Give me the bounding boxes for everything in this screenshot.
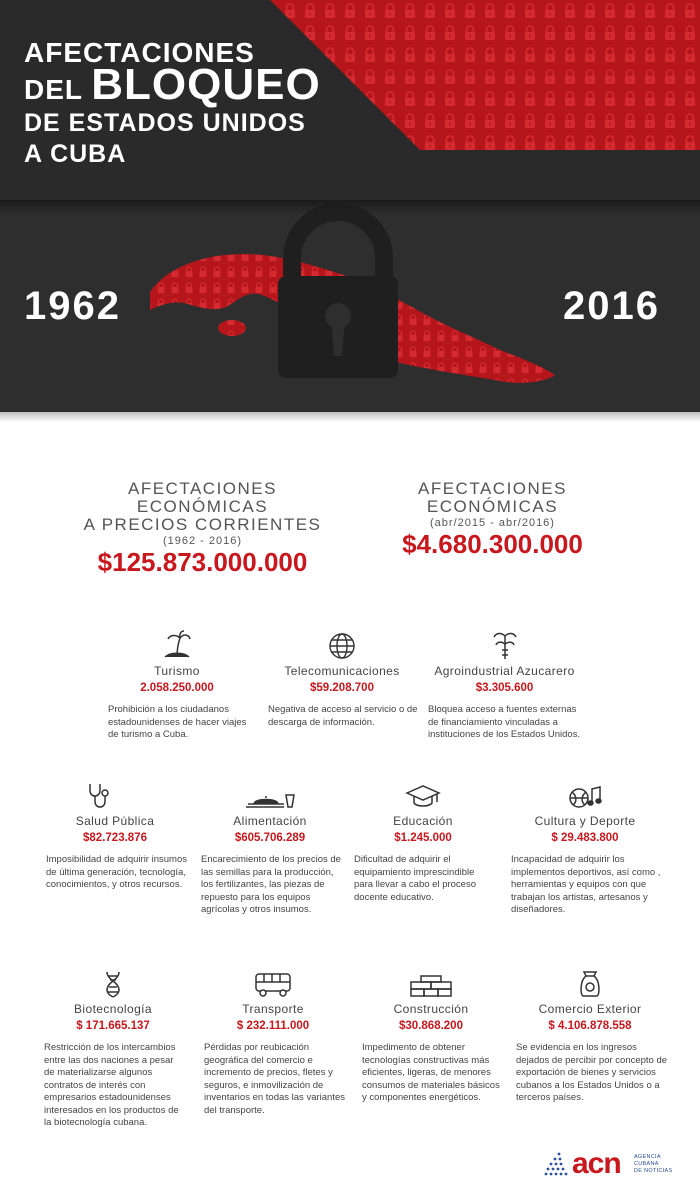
sector-amount: $ 232.111.000 [236,1020,310,1032]
total-historic-heading-2: A PRECIOS CORRIENTES [83,515,322,534]
sector-description: Negativa de acceso al servicio o de descarga de información. [268,704,418,728]
sector-educacion [348,780,498,904]
sector-name: Agroindustrial Azucarero [434,664,575,678]
title-line-2-prefix: DEL [24,74,83,105]
title-line-1: AFECTACIONES [24,37,255,68]
sector-amount: $ 171.665.137 [76,1020,150,1032]
dna-icon [38,968,188,998]
sack-icon [510,968,670,998]
sector-description: Imposibilidad de adquirir insumos de última generación, tecnología, conocimientos, y otros recursos. [46,854,187,890]
total-annual [380,480,605,560]
total-historic-range: (1962 - 2016) [162,535,243,547]
acn-logo [542,1148,692,1184]
total-historic [60,480,345,578]
sector-amount: $1.245.000 [394,832,452,844]
bus-icon [198,968,348,998]
ball-music-icon [505,780,665,810]
total-annual-range: (abr/2015 - abr/2016) [430,517,555,529]
title-line-3: DE ESTADOS UNIDOS [24,109,306,137]
sector-name: Salud Pública [75,814,155,828]
title-line-4: A CUBA [24,140,127,168]
start-year: 1962 [24,284,121,328]
sugarcane-icon [422,630,587,660]
sector-description: Incapacidad de adquirir los implementos deportivos, así como , herramientas y equipos con que trabajan los artistas, artesanos y diseñadores. [511,854,661,915]
acn-subtitle-line-1: AGENCIA [634,1154,661,1160]
total-annual-heading-2: ECONÓMICAS [426,497,559,516]
sector-description: Dificultad de adquirir el equipamiento imprescindible para llevar a cabo el proceso docente educativo. [354,854,476,903]
sector-telecomunicaciones [262,630,422,729]
acn-subtitle-line-2: CUBANA [634,1161,659,1167]
sector-alimentacion [195,780,345,917]
sector-cultura-deporte [505,780,665,917]
band-bottom-shadow [0,412,700,422]
total-historic-value: $125.873.000.000 [97,547,308,577]
band-top-shadow [0,200,700,214]
total-historic-heading-1: AFECTACIONES ECONÓMICAS [128,479,277,516]
acn-wordmark: acn [572,1147,621,1180]
sector-description: Impedimento de obtener tecnologías constructivas más eficientes, ligeras, de menores consumos de materiales básicos y componentes energéticos. [362,1042,500,1103]
sector-name: Telecomunicaciones [284,664,400,678]
sector-amount: $3.305.600 [475,682,534,694]
big-padlock-icon [278,212,398,378]
globe-icon [262,630,422,660]
sector-name: Alimentación [233,814,307,828]
acn-subtitle [634,1154,672,1175]
sector-amount: $82.723.876 [83,832,147,844]
sector-name: Comercio Exterior [538,1002,642,1016]
sector-description: Bloquea acceso a fuentes externas de financiamiento vinculadas a instituciones de los Estados Unidos. [428,704,581,740]
sector-amount: $605.706.289 [234,832,306,844]
sector-amount: $30.868.200 [399,1020,463,1032]
sector-transporte [198,968,348,1117]
sector-description: Restricción de los intercambios entre las dos naciones a pesar de materializarse algunos contratos de interés con empresarios estadounidenses interesados en los productos de la biotecnología cubana. [44,1042,179,1128]
title-line-2 [24,60,321,109]
sector-construccion [356,968,506,1105]
end-year: 2016 [563,284,660,328]
sector-turismo [102,630,252,742]
acn-subtitle-line-3: DE NOTICIAS [634,1168,673,1174]
stethoscope-icon [40,780,190,810]
sector-name: Turismo [154,664,200,678]
sector-name: Biotecnología [74,1002,152,1016]
total-annual-heading-1: AFECTACIONES [418,479,567,498]
sector-agroindustrial [422,630,587,742]
sector-name: Construcción [393,1002,469,1016]
graduation-cap-icon [348,780,498,810]
sector-name: Educación [393,814,453,828]
title-line-2-main: BLOQUEO [91,60,321,109]
sector-amount: $ 4.106.878.558 [548,1020,632,1032]
sector-name: Cultura y Deporte [534,814,636,828]
sector-name: Transporte [242,1002,304,1016]
palm-island-icon [102,630,252,660]
main-title [24,38,321,169]
sector-description: Pérdidas por reubicación geográfica del comercio e incremento de precios, fletes y seguros, e inmovilización de inventarios en todas las variantes del transporte. [204,1042,345,1116]
acn-dots-icon [542,1152,570,1178]
food-plate-icon [195,780,345,810]
sector-amount: $59.208.700 [310,682,374,694]
sector-biotecnologia [38,968,188,1130]
sector-description: Encarecimiento de los precios de las semillas para la producción, los fertilizantes, las piezas de repuesto para los equipos agrícolas y otros insumos. [201,854,341,915]
bricks-icon [356,968,506,998]
sector-amount: $ 29.483.800 [551,832,619,844]
sector-description: Prohibición a los ciudadanos estadounidenses de hacer viajes de turismo a Cuba. [108,704,247,740]
sector-description: Se evidencia en los ingresos dejados de percibir por concepto de exportación de bienes y servicios cubanos a los Estados Unidos o a terceros países. [516,1042,668,1103]
total-annual-value: $4.680.300.000 [402,529,583,559]
header-banner [0,0,700,200]
sector-comercio-exterior [510,968,670,1105]
sector-salud [40,780,190,892]
sector-amount: 2.058.250.000 [140,682,214,694]
